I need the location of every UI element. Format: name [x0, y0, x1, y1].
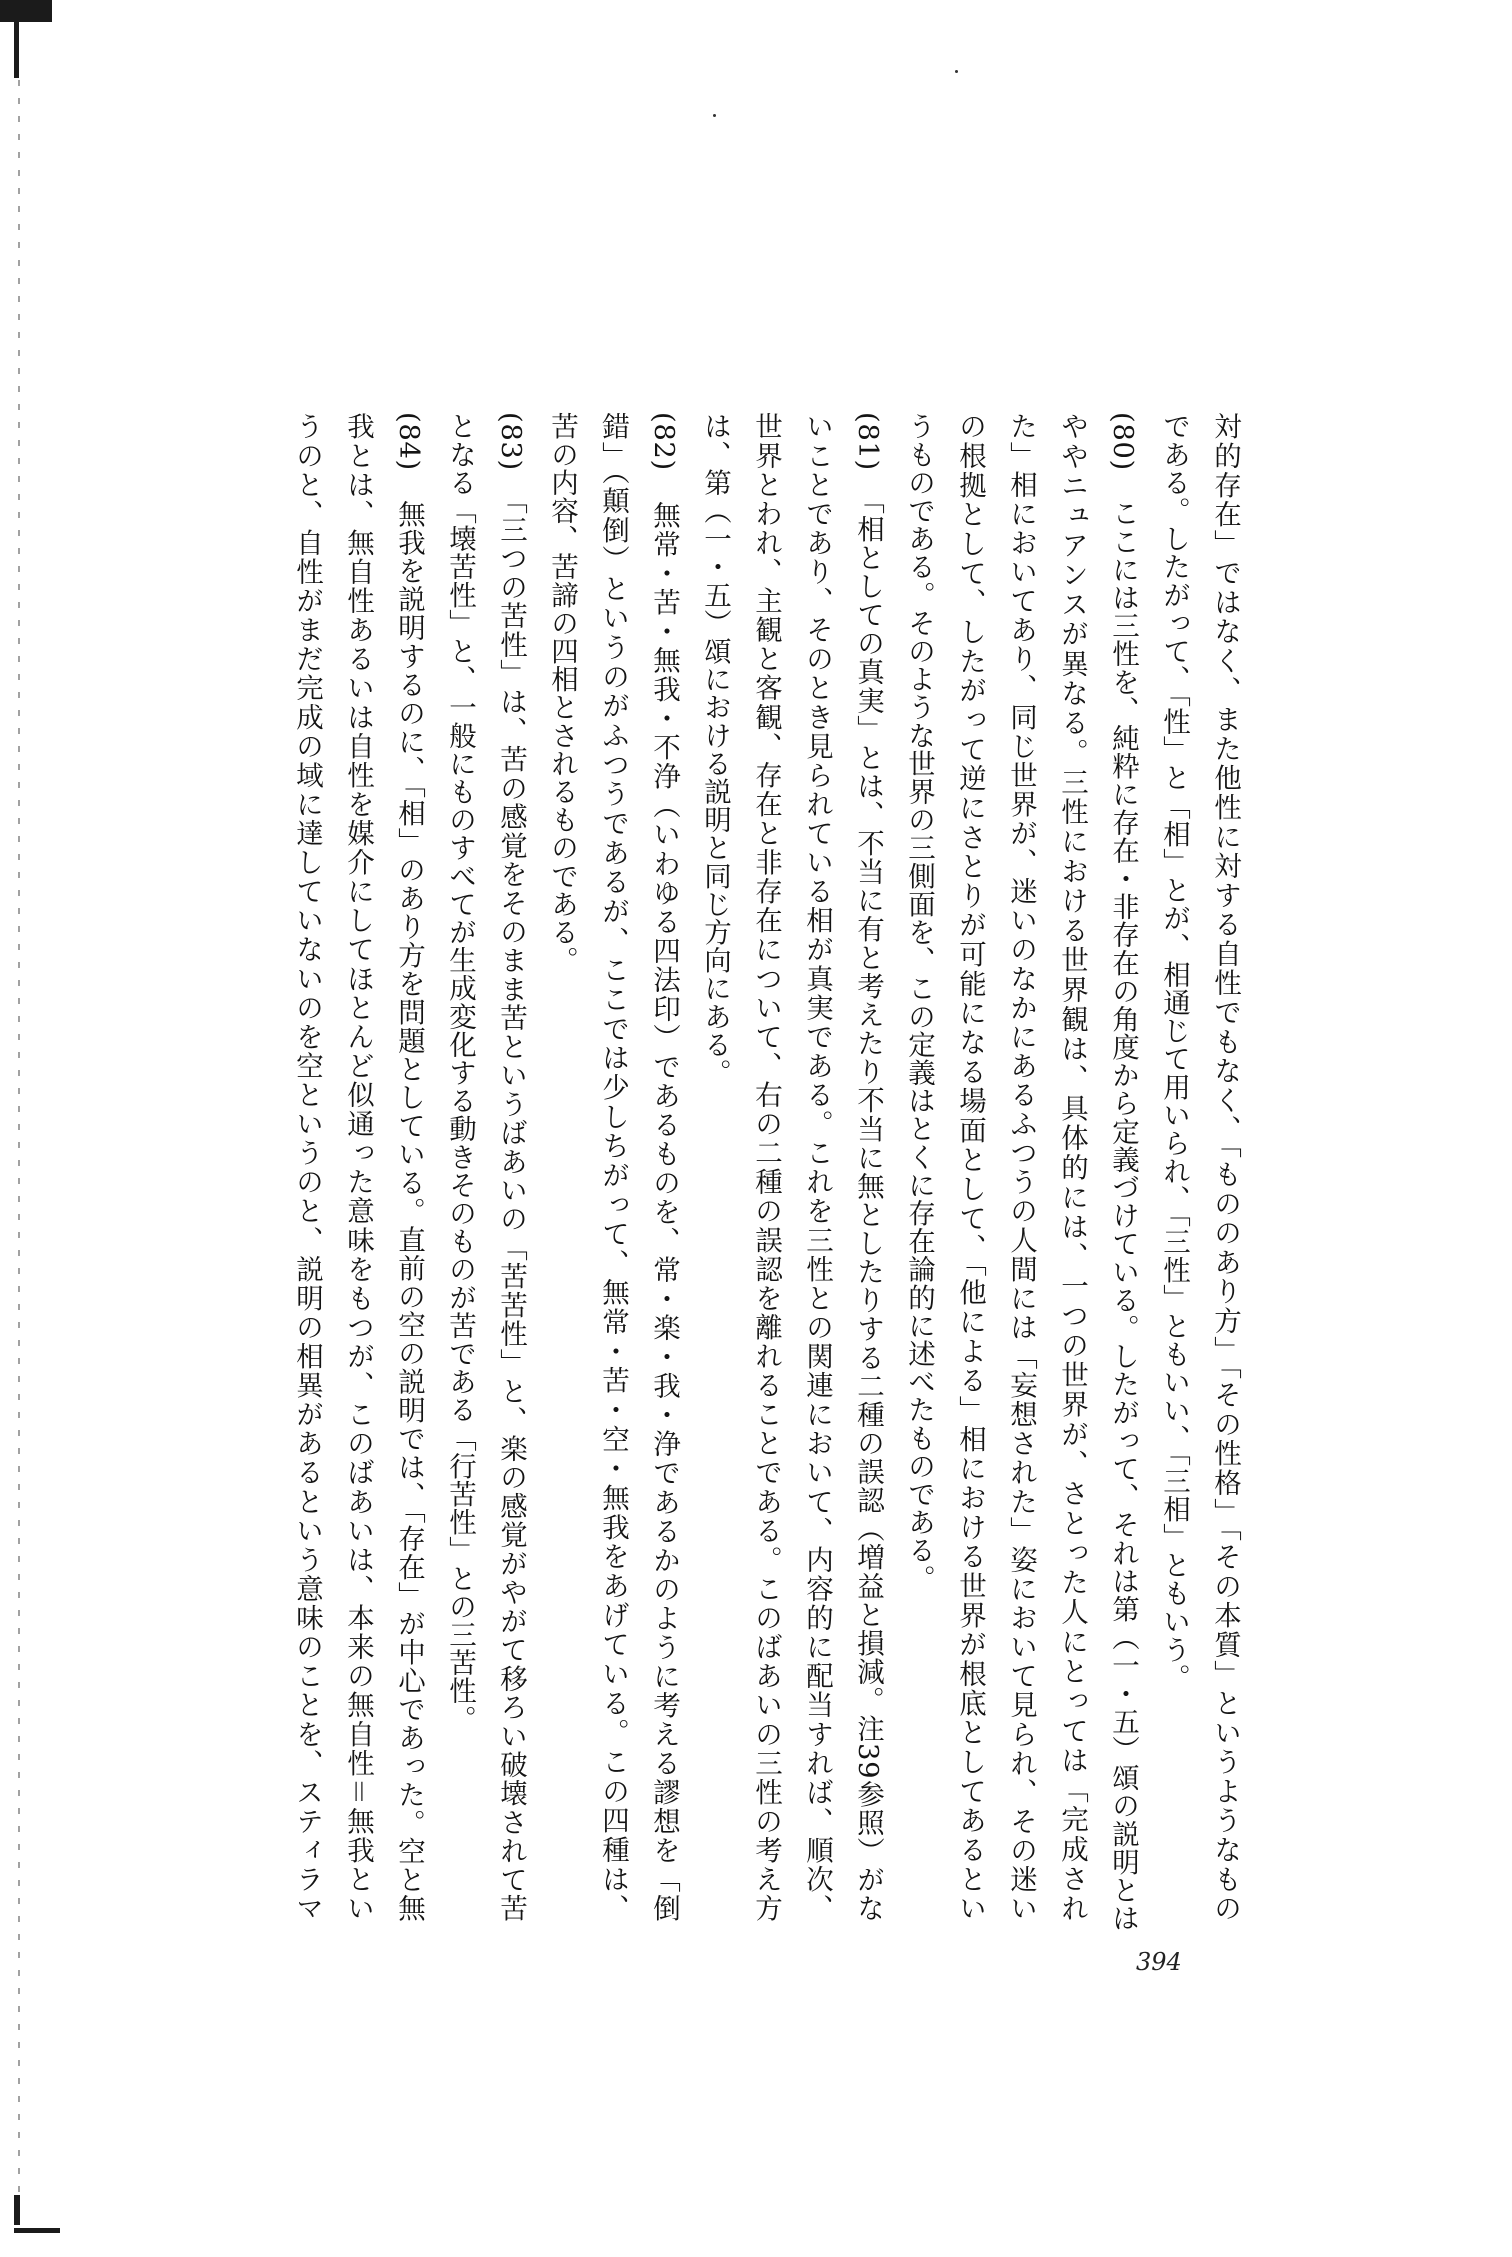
- binding-shadow-line: [18, 80, 20, 2200]
- scan-speck: [713, 114, 716, 117]
- text-line: 対的存在」ではなく、また他性に対する自性でもなく、「もののあり方」「その性格」「その本質」というようなもの: [1209, 412, 1241, 1922]
- text-line: うのと、自性がまだ完成の域に達していないのを空というのと、説明の相異があるという意味のことを、スティラマ: [291, 412, 323, 1922]
- text-line: となる「壊苦性」と、一般にものすべてが生成変化する動きそのものが苦である「行苦性」との三苦性。: [444, 412, 476, 1733]
- text-line: は、第（一・五）頌における説明と同じ方向にある。: [699, 412, 731, 1087]
- text-line: である。したがって、「性」と「相」とが、相通じて用いられ、「三性」ともいい、「三相」ともいう。: [1158, 412, 1190, 1692]
- binding-mark-top: [0, 0, 52, 22]
- text-line: の根拠として、したがって逆にさとりが可能になる場面として、「他による」相における世界が根底としてあるとい: [954, 412, 986, 1922]
- note-80-line: (80) ここには三性を、純粋に存在・非存在の角度から定義づけている。したがって、それは第（一・五）頌の説明とは: [1107, 412, 1139, 1933]
- binding-mark-stem: [14, 18, 19, 78]
- text-line: た」相においてあり、同じ世界が、迷いのなかにあるふつうの人間には「妄想された」姿において見られ、その迷い: [1005, 412, 1037, 1922]
- text-line: うものである。そのような世界の三側面を、この定義はとくに存在論的に述べたものである。: [903, 412, 935, 1593]
- note-84-line: (84) 無我を説明するのに、「相」のあり方を問題としている。直前の空の説明では、「存在」が中心であった。空と無: [393, 412, 425, 1922]
- text-line: 世界とわれ、主観と客観、存在と非存在について、右の二種の誤認を離れることである。このばあいの三性の考え方: [750, 412, 782, 1922]
- text-line: ややニュアンスが異なる。三性における世界観は、具体的には、一つの世界が、さとった人にとっては「完成され: [1056, 412, 1088, 1922]
- binding-mark-bottom: [14, 2195, 20, 2225]
- scan-binding-edge: [0, 0, 60, 2257]
- text-line: 我とは、無自性あるいは自性を媒介にしてほとんど似通った意味をもつが、このばあいは、本来の無自性＝無我とい: [342, 412, 374, 1922]
- note-81-line: (81) 「相としての真実」とは、不当に有と考えたり不当に無としたりする二種の誤認（増益と損減。注39参照）がな: [852, 412, 884, 1922]
- scan-speck: [955, 70, 958, 73]
- page-number: 394: [1136, 1948, 1182, 1976]
- note-83-line: (83) 「三つの苦性」は、苦の感覚をそのまま苦というばあいの「苦苦性」と、楽の感覚がやがて移ろい破壊されて苦: [495, 412, 527, 1922]
- binding-mark-foot: [14, 2228, 60, 2233]
- text-line: いことであり、そのとき見られている相が真実である。これを三性との関連において、内容的に配当すれば、順次、: [801, 412, 833, 1922]
- text-line: 錯」（顛倒）というのがふつうであるが、ここでは少しちがって、無常・苦・空・無我をあげている。この四種は、: [597, 412, 629, 1922]
- body-text: [281, 412, 1250, 1933]
- text-line: 苦の内容、苦諦の四相とされるものである。: [546, 412, 578, 974]
- note-82-line: (82) 無常・苦・無我・不浄（いわゆる四法印）であるものを、常・楽・我・浄であるかのように考える謬想を「倒: [648, 412, 680, 1922]
